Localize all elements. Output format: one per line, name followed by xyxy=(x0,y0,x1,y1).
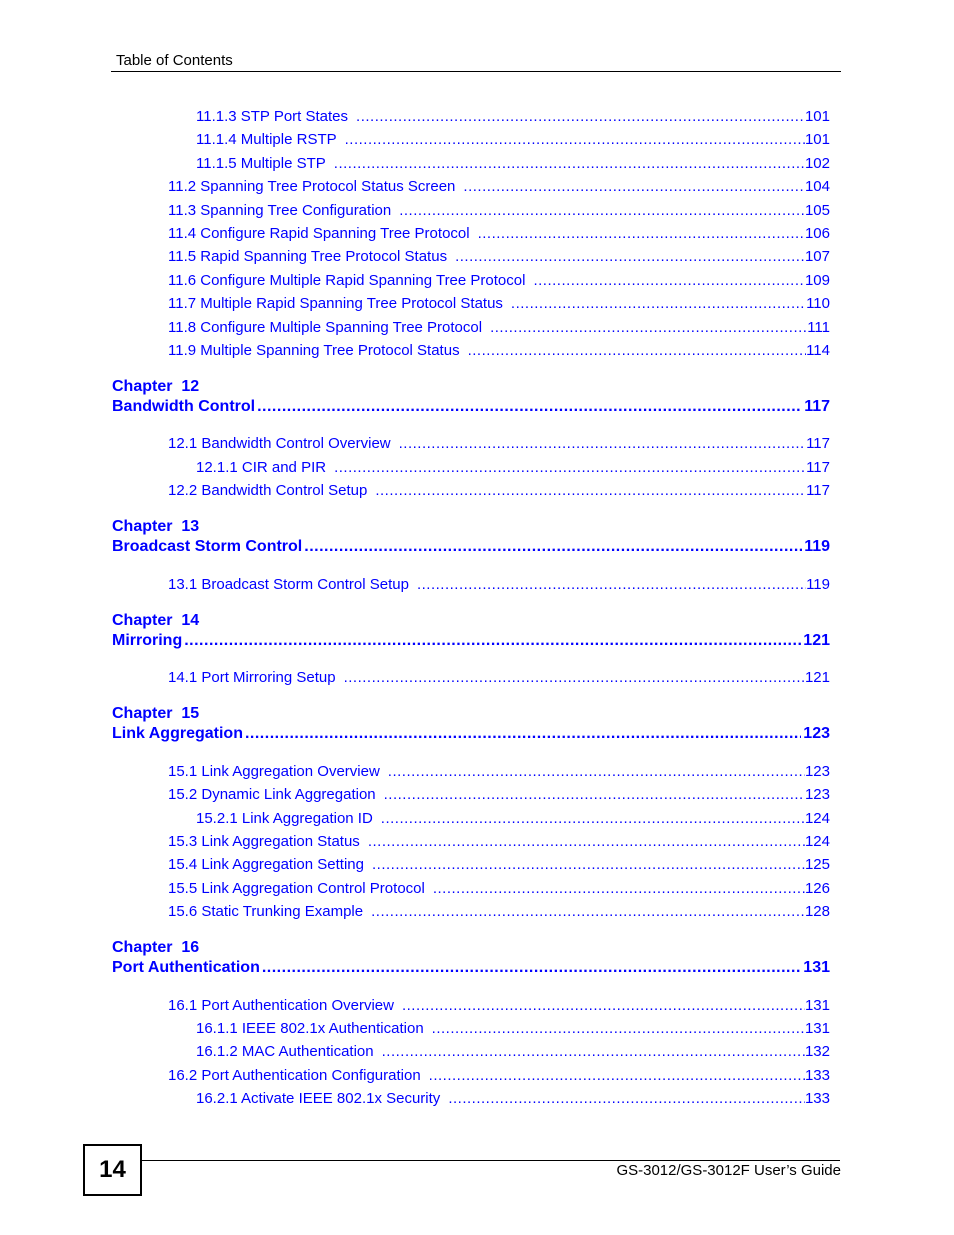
toc-entry-page: 121 xyxy=(804,669,830,686)
toc-leader xyxy=(381,809,805,829)
toc-entry-text: 11.7 Multiple Rapid Spanning Tree Protocol Status xyxy=(168,295,503,312)
toc-entry[interactable] xyxy=(196,1089,830,1109)
footer-rule xyxy=(140,1160,840,1161)
toc-leader xyxy=(334,154,805,174)
toc-entry-page: 114 xyxy=(806,342,830,359)
toc-entry-text: 11.4 Configure Rapid Spanning Tree Protocol xyxy=(168,225,470,242)
toc-entry-page: 124 xyxy=(804,810,830,827)
toc-entry[interactable] xyxy=(168,785,830,805)
chapter-label[interactable]: Chapter 16 xyxy=(112,939,200,956)
toc-leader xyxy=(448,1089,805,1109)
toc-leader xyxy=(257,397,802,417)
toc-entry-text: 12.1 Bandwidth Control Overview xyxy=(168,435,391,452)
toc-leader xyxy=(399,201,805,221)
toc-leader xyxy=(399,434,806,454)
toc-leader xyxy=(356,107,805,127)
toc-entry-text: 12.2 Bandwidth Control Setup xyxy=(168,482,368,499)
toc-leader xyxy=(368,832,805,852)
toc-entry-text: 16.2 Port Authentication Configuration xyxy=(168,1067,421,1084)
page-number-box xyxy=(83,1144,142,1196)
toc-entry[interactable] xyxy=(168,762,830,782)
toc-entry-text: 15.6 Static Trunking Example xyxy=(168,903,364,920)
page-number: 14 xyxy=(99,1156,126,1183)
toc-leader xyxy=(417,575,806,595)
toc-entry[interactable] xyxy=(168,481,830,501)
toc-entry[interactable] xyxy=(168,224,830,244)
toc-entry[interactable] xyxy=(168,832,830,852)
chapter-label[interactable]: Chapter 12 xyxy=(112,378,200,395)
toc-entry-page: 117 xyxy=(806,435,830,452)
chapter-page: 131 xyxy=(803,959,830,976)
toc-leader xyxy=(455,247,805,267)
toc-leader xyxy=(468,341,807,361)
toc-leader xyxy=(533,271,805,291)
toc-entry-text: 16.2.1 Activate IEEE 802.1x Security xyxy=(196,1090,441,1107)
toc-entry-page: 104 xyxy=(804,178,830,195)
toc-entry-page: 101 xyxy=(804,131,830,148)
toc-leader xyxy=(345,130,805,150)
toc-entry-text: 11.8 Configure Multiple Spanning Tree Protocol xyxy=(168,319,483,336)
toc-entry-text: 15.2 Dynamic Link Aggregation xyxy=(168,786,376,803)
toc-leader xyxy=(433,879,805,899)
toc-entry-text: 15.2.1 Link Aggregation ID xyxy=(196,810,373,827)
toc-entry-page: 106 xyxy=(804,225,830,242)
chapter-label[interactable]: Chapter 14 xyxy=(112,612,200,629)
toc-leader xyxy=(344,668,805,688)
toc-leader xyxy=(463,177,805,197)
toc-entry-text: 11.1.4 Multiple RSTP xyxy=(196,131,337,148)
toc-entry[interactable] xyxy=(196,130,830,150)
toc-entry-page: 111 xyxy=(807,319,830,336)
chapter-title: Link Aggregation xyxy=(112,725,243,742)
toc-entry-text: 15.3 Link Aggregation Status xyxy=(168,833,360,850)
toc-entry[interactable] xyxy=(196,1019,830,1039)
toc-leader xyxy=(334,458,806,478)
toc-entry-text: 15.5 Link Aggregation Control Protocol xyxy=(168,880,425,897)
toc-entry-page: 132 xyxy=(804,1043,830,1060)
toc-entry[interactable] xyxy=(196,809,830,829)
toc-leader xyxy=(388,762,805,782)
toc-entry[interactable] xyxy=(168,855,830,875)
toc-entry[interactable] xyxy=(168,996,830,1016)
toc-leader xyxy=(429,1066,805,1086)
toc-entry-page: 131 xyxy=(804,997,830,1014)
toc-entry-page: 125 xyxy=(804,856,830,873)
toc-entry[interactable] xyxy=(168,177,830,197)
guide-title: GS-3012/GS-3012F User’s Guide xyxy=(616,1162,841,1179)
toc-entry-page: 105 xyxy=(804,202,830,219)
toc-entry-text: 11.5 Rapid Spanning Tree Protocol Status xyxy=(168,248,448,265)
toc-entry-text: 16.1 Port Authentication Overview xyxy=(168,997,394,1014)
toc-leader xyxy=(384,785,805,805)
toc-entry-text: 14.1 Port Mirroring Setup xyxy=(168,669,336,686)
toc-entry[interactable] xyxy=(196,107,830,127)
toc-entry-page: 133 xyxy=(804,1067,830,1084)
toc-leader xyxy=(262,958,801,978)
toc-entry[interactable] xyxy=(196,1042,830,1062)
chapter-title: Mirroring xyxy=(112,632,183,649)
toc-entry[interactable] xyxy=(168,318,830,338)
toc-entry[interactable] xyxy=(168,668,830,688)
toc-entry-text: 12.1.1 CIR and PIR xyxy=(196,459,327,476)
toc-leader xyxy=(304,537,802,557)
toc-entry-text: 16.1.1 IEEE 802.1x Authentication xyxy=(196,1020,424,1037)
toc-leader xyxy=(478,224,805,244)
toc-entry-page: 117 xyxy=(806,459,830,476)
chapter-title: Broadcast Storm Control xyxy=(112,538,303,555)
toc-entry[interactable] xyxy=(168,341,830,361)
toc-entry[interactable] xyxy=(168,575,830,595)
toc-entry-page: 128 xyxy=(804,903,830,920)
chapter-title-entry[interactable] xyxy=(112,958,830,978)
toc-entry[interactable] xyxy=(168,294,830,314)
toc-entry-text: 16.1.2 MAC Authentication xyxy=(196,1043,374,1060)
toc-entry[interactable] xyxy=(196,154,830,174)
toc-entry-text: 11.1.5 Multiple STP xyxy=(196,155,326,172)
chapter-title-entry[interactable] xyxy=(112,724,830,744)
toc-leader xyxy=(511,294,806,314)
chapter-label[interactable]: Chapter 13 xyxy=(112,518,200,535)
toc-entry-text: 15.1 Link Aggregation Overview xyxy=(168,763,380,780)
toc-entry-page: 101 xyxy=(804,108,830,125)
toc-leader xyxy=(490,318,807,338)
toc-entry-page: 117 xyxy=(806,482,830,499)
toc-entry-page: 123 xyxy=(804,786,830,803)
chapter-title-entry[interactable] xyxy=(112,397,830,417)
toc-entry[interactable] xyxy=(168,271,830,291)
toc-entry[interactable] xyxy=(168,201,830,221)
toc-entry-page: 102 xyxy=(804,155,830,172)
toc-entry-page: 109 xyxy=(804,272,830,289)
toc-entry-page: 124 xyxy=(804,833,830,850)
toc-entry[interactable] xyxy=(168,434,830,454)
toc-entry-text: 15.4 Link Aggregation Setting xyxy=(168,856,364,873)
chapter-page: 117 xyxy=(804,398,830,415)
toc-entry[interactable] xyxy=(168,1066,830,1086)
toc-leader xyxy=(372,855,805,875)
toc-entry-text: 11.3 Spanning Tree Configuration xyxy=(168,202,392,219)
toc-leader xyxy=(402,996,805,1016)
chapter-page: 119 xyxy=(804,538,830,555)
toc-leader xyxy=(371,902,805,922)
chapter-title-entry[interactable] xyxy=(112,537,830,557)
running-header: Table of Contents xyxy=(116,52,233,69)
toc-entry-page: 107 xyxy=(804,248,830,265)
chapter-page: 121 xyxy=(803,632,830,649)
toc-entry[interactable] xyxy=(168,247,830,267)
toc-leader xyxy=(184,631,801,651)
toc-entry-page: 123 xyxy=(804,763,830,780)
toc-entry-text: 13.1 Broadcast Storm Control Setup xyxy=(168,576,409,593)
toc-leader xyxy=(375,481,806,501)
toc-entry-text: 11.1.3 STP Port States xyxy=(196,108,349,125)
toc-leader xyxy=(382,1042,805,1062)
toc-entry-page: 110 xyxy=(806,295,830,312)
toc-entry[interactable] xyxy=(196,458,830,478)
toc-entry-page: 131 xyxy=(804,1020,830,1037)
toc-leader xyxy=(245,724,801,744)
toc-entry-page: 126 xyxy=(804,880,830,897)
toc-entry-page: 133 xyxy=(804,1090,830,1107)
toc-entry[interactable] xyxy=(168,879,830,899)
toc-entry-text: 11.6 Configure Multiple Rapid Spanning Tree Protocol xyxy=(168,272,526,289)
chapter-title: Port Authentication xyxy=(112,959,260,976)
toc-entry-text: 11.9 Multiple Spanning Tree Protocol Status xyxy=(168,342,460,359)
chapter-page: 123 xyxy=(803,725,830,742)
toc-leader xyxy=(432,1019,805,1039)
toc-entry[interactable] xyxy=(168,902,830,922)
chapter-title: Bandwidth Control xyxy=(112,398,256,415)
toc-entry-text: 11.2 Spanning Tree Protocol Status Screen xyxy=(168,178,456,195)
chapter-label[interactable]: Chapter 15 xyxy=(112,705,200,722)
chapter-title-entry[interactable] xyxy=(112,631,830,651)
toc-entry-page: 119 xyxy=(806,576,830,593)
